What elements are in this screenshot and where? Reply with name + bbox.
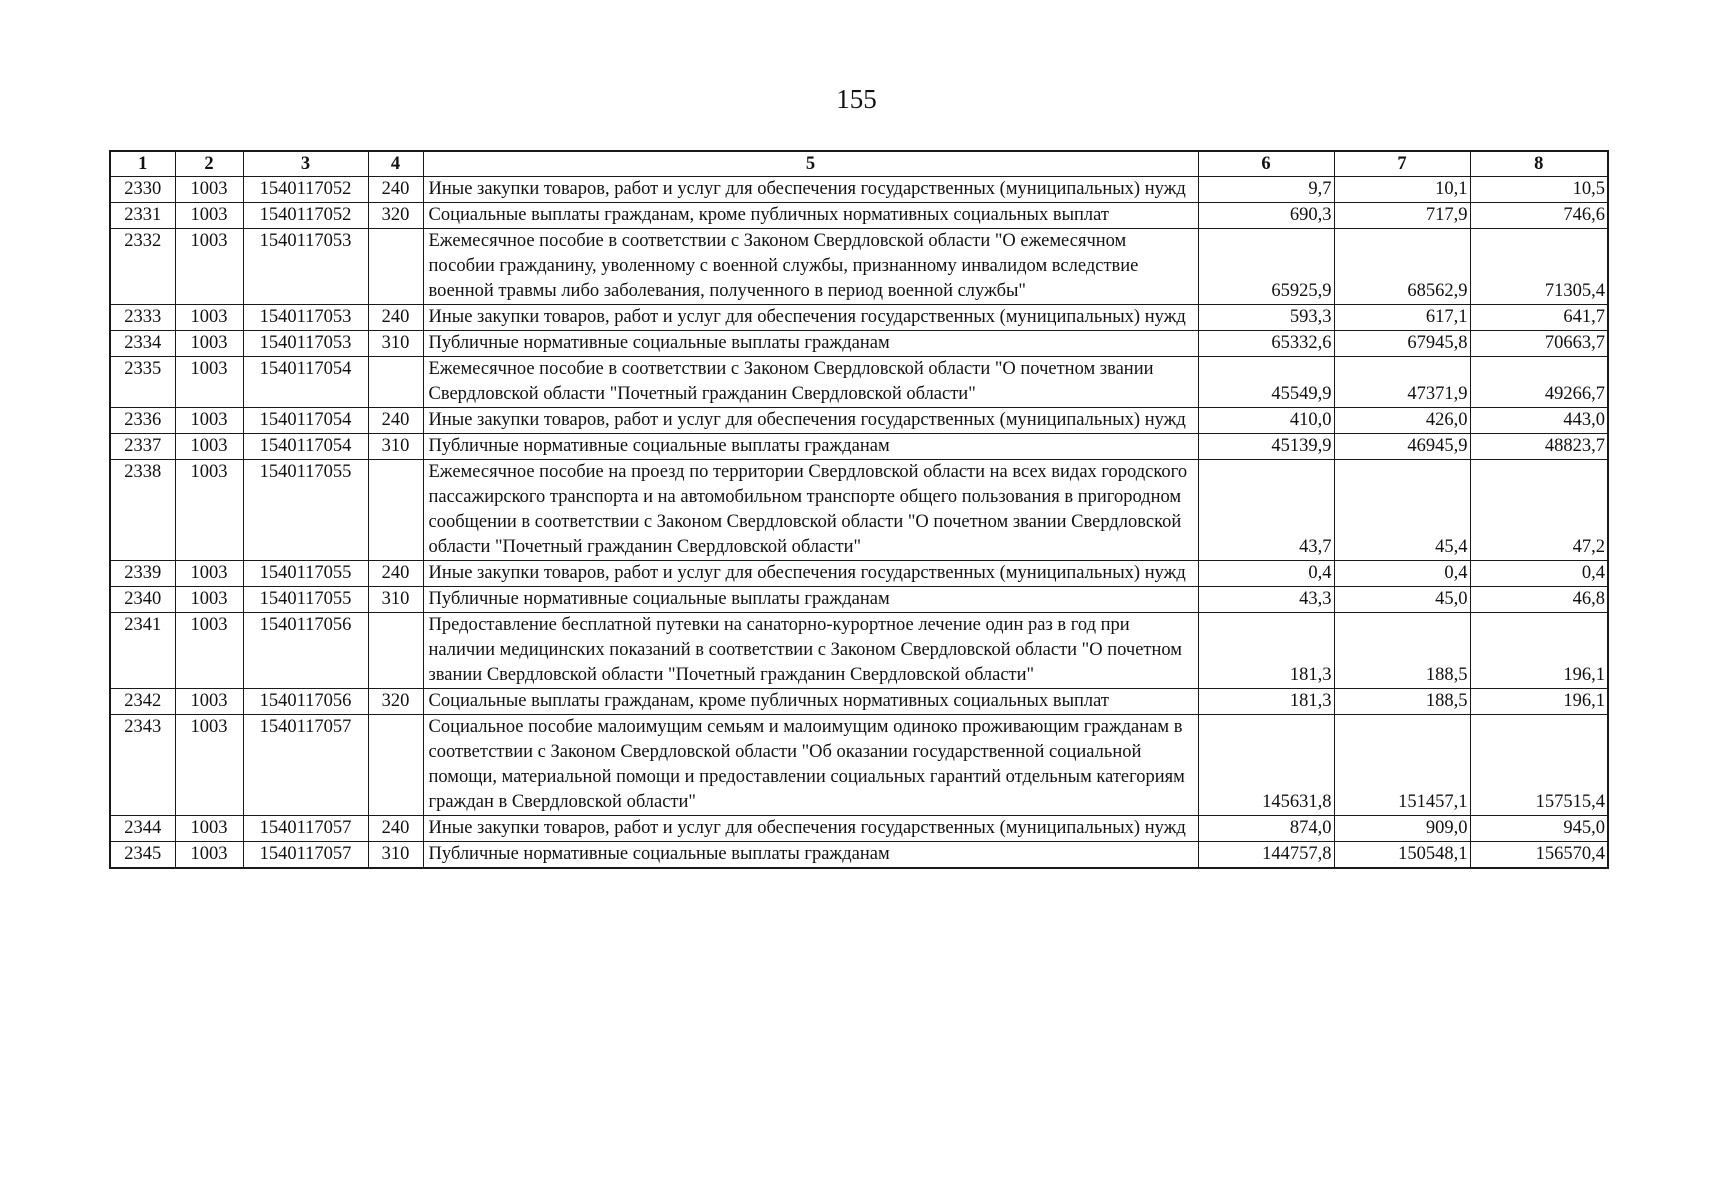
column-header: 6 bbox=[1198, 151, 1334, 177]
description-cell: Иные закупки товаров, работ и услуг для обеспечения государственных (муниципальных) нужд bbox=[423, 305, 1198, 331]
row-number-cell: 2344 bbox=[110, 816, 175, 842]
column-header: 3 bbox=[243, 151, 368, 177]
table-row bbox=[110, 842, 1608, 869]
section-code-cell: 1003 bbox=[175, 203, 243, 229]
amount-year2-cell: 717,9 bbox=[1334, 203, 1470, 229]
description-cell: Публичные нормативные социальные выплаты гражданам bbox=[423, 331, 1198, 357]
target-article-cell: 1540117056 bbox=[243, 613, 368, 689]
row-number-cell: 2333 bbox=[110, 305, 175, 331]
amount-year3-cell: 71305,4 bbox=[1470, 229, 1608, 305]
description-cell: Ежемесячное пособие в соответствии с Законом Свердловской области "О почетном звании Свердловской области "Почетный гражданин Свердловской области" bbox=[423, 357, 1198, 408]
description-cell: Социальные выплаты гражданам, кроме публичных нормативных социальных выплат bbox=[423, 203, 1198, 229]
table-row bbox=[110, 305, 1608, 331]
table-row bbox=[110, 357, 1608, 408]
table-row bbox=[110, 587, 1608, 613]
amount-year1-cell: 690,3 bbox=[1198, 203, 1334, 229]
table-row bbox=[110, 561, 1608, 587]
amount-year1-cell: 874,0 bbox=[1198, 816, 1334, 842]
table-row bbox=[110, 689, 1608, 715]
target-article-cell: 1540117054 bbox=[243, 408, 368, 434]
amount-year2-cell: 10,1 bbox=[1334, 177, 1470, 203]
expense-type-cell: 310 bbox=[368, 331, 423, 357]
target-article-cell: 1540117053 bbox=[243, 305, 368, 331]
section-code-cell: 1003 bbox=[175, 842, 243, 869]
table-row bbox=[110, 229, 1608, 305]
amount-year3-cell: 49266,7 bbox=[1470, 357, 1608, 408]
amount-year1-cell: 43,7 bbox=[1198, 460, 1334, 561]
section-code-cell: 1003 bbox=[175, 587, 243, 613]
amount-year2-cell: 188,5 bbox=[1334, 613, 1470, 689]
amount-year3-cell: 47,2 bbox=[1470, 460, 1608, 561]
amount-year3-cell: 157515,4 bbox=[1470, 715, 1608, 816]
amount-year3-cell: 46,8 bbox=[1470, 587, 1608, 613]
expense-type-cell bbox=[368, 613, 423, 689]
section-code-cell: 1003 bbox=[175, 816, 243, 842]
target-article-cell: 1540117057 bbox=[243, 715, 368, 816]
column-header: 2 bbox=[175, 151, 243, 177]
amount-year2-cell: 617,1 bbox=[1334, 305, 1470, 331]
section-code-cell: 1003 bbox=[175, 561, 243, 587]
row-number-cell: 2337 bbox=[110, 434, 175, 460]
section-code-cell: 1003 bbox=[175, 177, 243, 203]
expense-type-cell: 320 bbox=[368, 203, 423, 229]
amount-year1-cell: 45139,9 bbox=[1198, 434, 1334, 460]
row-number-cell: 2343 bbox=[110, 715, 175, 816]
expense-type-cell: 310 bbox=[368, 587, 423, 613]
page-number: 155 bbox=[836, 84, 877, 114]
section-code-cell: 1003 bbox=[175, 689, 243, 715]
target-article-cell: 1540117054 bbox=[243, 434, 368, 460]
expense-type-cell bbox=[368, 715, 423, 816]
amount-year3-cell: 945,0 bbox=[1470, 816, 1608, 842]
expense-type-cell: 240 bbox=[368, 177, 423, 203]
row-number-cell: 2336 bbox=[110, 408, 175, 434]
section-code-cell: 1003 bbox=[175, 229, 243, 305]
target-article-cell: 1540117053 bbox=[243, 331, 368, 357]
table-row bbox=[110, 460, 1608, 561]
amount-year3-cell: 196,1 bbox=[1470, 689, 1608, 715]
description-cell: Ежемесячное пособие на проезд по территории Свердловской области на всех видах городского пассажирского транспорта и на автомобильном транспорте общего пользования в пригородном сообщении в соответствии с Законом Свердловской области "О почетном звании Свердловской области "Почетный гражданин Свердловской области" bbox=[423, 460, 1198, 561]
row-number-cell: 2342 bbox=[110, 689, 175, 715]
amount-year3-cell: 641,7 bbox=[1470, 305, 1608, 331]
description-cell: Иные закупки товаров, работ и услуг для обеспечения государственных (муниципальных) нужд bbox=[423, 408, 1198, 434]
amount-year3-cell: 48823,7 bbox=[1470, 434, 1608, 460]
expense-type-cell bbox=[368, 460, 423, 561]
amount-year1-cell: 0,4 bbox=[1198, 561, 1334, 587]
section-code-cell: 1003 bbox=[175, 331, 243, 357]
row-number-cell: 2330 bbox=[110, 177, 175, 203]
column-header: 7 bbox=[1334, 151, 1470, 177]
amount-year3-cell: 156570,4 bbox=[1470, 842, 1608, 869]
table-row bbox=[110, 408, 1608, 434]
amount-year1-cell: 45549,9 bbox=[1198, 357, 1334, 408]
table-body bbox=[110, 177, 1608, 869]
expense-type-cell: 320 bbox=[368, 689, 423, 715]
expense-type-cell: 310 bbox=[368, 434, 423, 460]
target-article-cell: 1540117057 bbox=[243, 842, 368, 869]
row-number-cell: 2338 bbox=[110, 460, 175, 561]
description-cell: Публичные нормативные социальные выплаты гражданам bbox=[423, 434, 1198, 460]
expense-type-cell: 240 bbox=[368, 816, 423, 842]
amount-year1-cell: 43,3 bbox=[1198, 587, 1334, 613]
section-code-cell: 1003 bbox=[175, 613, 243, 689]
amount-year2-cell: 909,0 bbox=[1334, 816, 1470, 842]
table-row bbox=[110, 177, 1608, 203]
amount-year3-cell: 70663,7 bbox=[1470, 331, 1608, 357]
target-article-cell: 1540117055 bbox=[243, 561, 368, 587]
target-article-cell: 1540117053 bbox=[243, 229, 368, 305]
row-number-cell: 2332 bbox=[110, 229, 175, 305]
amount-year1-cell: 65332,6 bbox=[1198, 331, 1334, 357]
section-code-cell: 1003 bbox=[175, 305, 243, 331]
section-code-cell: 1003 bbox=[175, 408, 243, 434]
target-article-cell: 1540117056 bbox=[243, 689, 368, 715]
column-header: 5 bbox=[423, 151, 1198, 177]
table-row bbox=[110, 715, 1608, 816]
target-article-cell: 1540117055 bbox=[243, 587, 368, 613]
header-row bbox=[110, 151, 1608, 177]
amount-year1-cell: 181,3 bbox=[1198, 613, 1334, 689]
amount-year2-cell: 151457,1 bbox=[1334, 715, 1470, 816]
amount-year2-cell: 68562,9 bbox=[1334, 229, 1470, 305]
target-article-cell: 1540117055 bbox=[243, 460, 368, 561]
amount-year2-cell: 67945,8 bbox=[1334, 331, 1470, 357]
expense-type-cell: 310 bbox=[368, 842, 423, 869]
target-article-cell: 1540117052 bbox=[243, 203, 368, 229]
amount-year3-cell: 196,1 bbox=[1470, 613, 1608, 689]
expense-type-cell: 240 bbox=[368, 408, 423, 434]
amount-year2-cell: 46945,9 bbox=[1334, 434, 1470, 460]
description-cell: Социальные выплаты гражданам, кроме публичных нормативных социальных выплат bbox=[423, 689, 1198, 715]
target-article-cell: 1540117057 bbox=[243, 816, 368, 842]
section-code-cell: 1003 bbox=[175, 460, 243, 561]
amount-year1-cell: 593,3 bbox=[1198, 305, 1334, 331]
expense-type-cell bbox=[368, 357, 423, 408]
amount-year2-cell: 45,4 bbox=[1334, 460, 1470, 561]
description-cell: Иные закупки товаров, работ и услуг для обеспечения государственных (муниципальных) нужд bbox=[423, 177, 1198, 203]
row-number-cell: 2331 bbox=[110, 203, 175, 229]
expense-type-cell: 240 bbox=[368, 305, 423, 331]
amount-year2-cell: 0,4 bbox=[1334, 561, 1470, 587]
row-number-cell: 2341 bbox=[110, 613, 175, 689]
expense-type-cell: 240 bbox=[368, 561, 423, 587]
section-code-cell: 1003 bbox=[175, 434, 243, 460]
table-row bbox=[110, 434, 1608, 460]
row-number-cell: 2334 bbox=[110, 331, 175, 357]
amount-year2-cell: 45,0 bbox=[1334, 587, 1470, 613]
description-cell: Ежемесячное пособие в соответствии с Законом Свердловской области "О ежемесячном пособии гражданину, уволенному с военной службы, признанному инвалидом вследствие военной травмы либо заболевания, полученного в период военной службы" bbox=[423, 229, 1198, 305]
amount-year1-cell: 9,7 bbox=[1198, 177, 1334, 203]
description-cell: Публичные нормативные социальные выплаты гражданам bbox=[423, 842, 1198, 869]
description-cell: Иные закупки товаров, работ и услуг для обеспечения государственных (муниципальных) нужд bbox=[423, 816, 1198, 842]
row-number-cell: 2339 bbox=[110, 561, 175, 587]
row-number-cell: 2340 bbox=[110, 587, 175, 613]
column-header: 8 bbox=[1470, 151, 1608, 177]
description-cell: Публичные нормативные социальные выплаты гражданам bbox=[423, 587, 1198, 613]
amount-year2-cell: 150548,1 bbox=[1334, 842, 1470, 869]
amount-year1-cell: 65925,9 bbox=[1198, 229, 1334, 305]
amount-year3-cell: 10,5 bbox=[1470, 177, 1608, 203]
amount-year2-cell: 188,5 bbox=[1334, 689, 1470, 715]
amount-year2-cell: 47371,9 bbox=[1334, 357, 1470, 408]
row-number-cell: 2335 bbox=[110, 357, 175, 408]
amount-year1-cell: 145631,8 bbox=[1198, 715, 1334, 816]
table-row bbox=[110, 816, 1608, 842]
row-number-cell: 2345 bbox=[110, 842, 175, 869]
table-row bbox=[110, 613, 1608, 689]
description-cell: Предоставление бесплатной путевки на санаторно-курортное лечение один раз в год при наличии медицинских показаний в соответствии с Законом Свердловской области "О почетном звании Свердловской области "Почетный гражданин Свердловской области" bbox=[423, 613, 1198, 689]
amount-year1-cell: 410,0 bbox=[1198, 408, 1334, 434]
expense-type-cell bbox=[368, 229, 423, 305]
column-header: 4 bbox=[368, 151, 423, 177]
description-cell: Иные закупки товаров, работ и услуг для обеспечения государственных (муниципальных) нужд bbox=[423, 561, 1198, 587]
column-header: 1 bbox=[110, 151, 175, 177]
amount-year3-cell: 0,4 bbox=[1470, 561, 1608, 587]
amount-year3-cell: 443,0 bbox=[1470, 408, 1608, 434]
amount-year2-cell: 426,0 bbox=[1334, 408, 1470, 434]
amount-year3-cell: 746,6 bbox=[1470, 203, 1608, 229]
table-row bbox=[110, 203, 1608, 229]
section-code-cell: 1003 bbox=[175, 715, 243, 816]
section-code-cell: 1003 bbox=[175, 357, 243, 408]
table-row bbox=[110, 331, 1608, 357]
amount-year1-cell: 144757,8 bbox=[1198, 842, 1334, 869]
description-cell: Социальное пособие малоимущим семьям и малоимущим одиноко проживающим гражданам в соответствии с Законом Свердловской области "Об оказании государственной социальной помощи, материальной помощи и предоставлении социальных гарантий отдельным категориям граждан в Свердловской области" bbox=[423, 715, 1198, 816]
budget-table bbox=[109, 150, 1609, 869]
amount-year1-cell: 181,3 bbox=[1198, 689, 1334, 715]
target-article-cell: 1540117052 bbox=[243, 177, 368, 203]
target-article-cell: 1540117054 bbox=[243, 357, 368, 408]
